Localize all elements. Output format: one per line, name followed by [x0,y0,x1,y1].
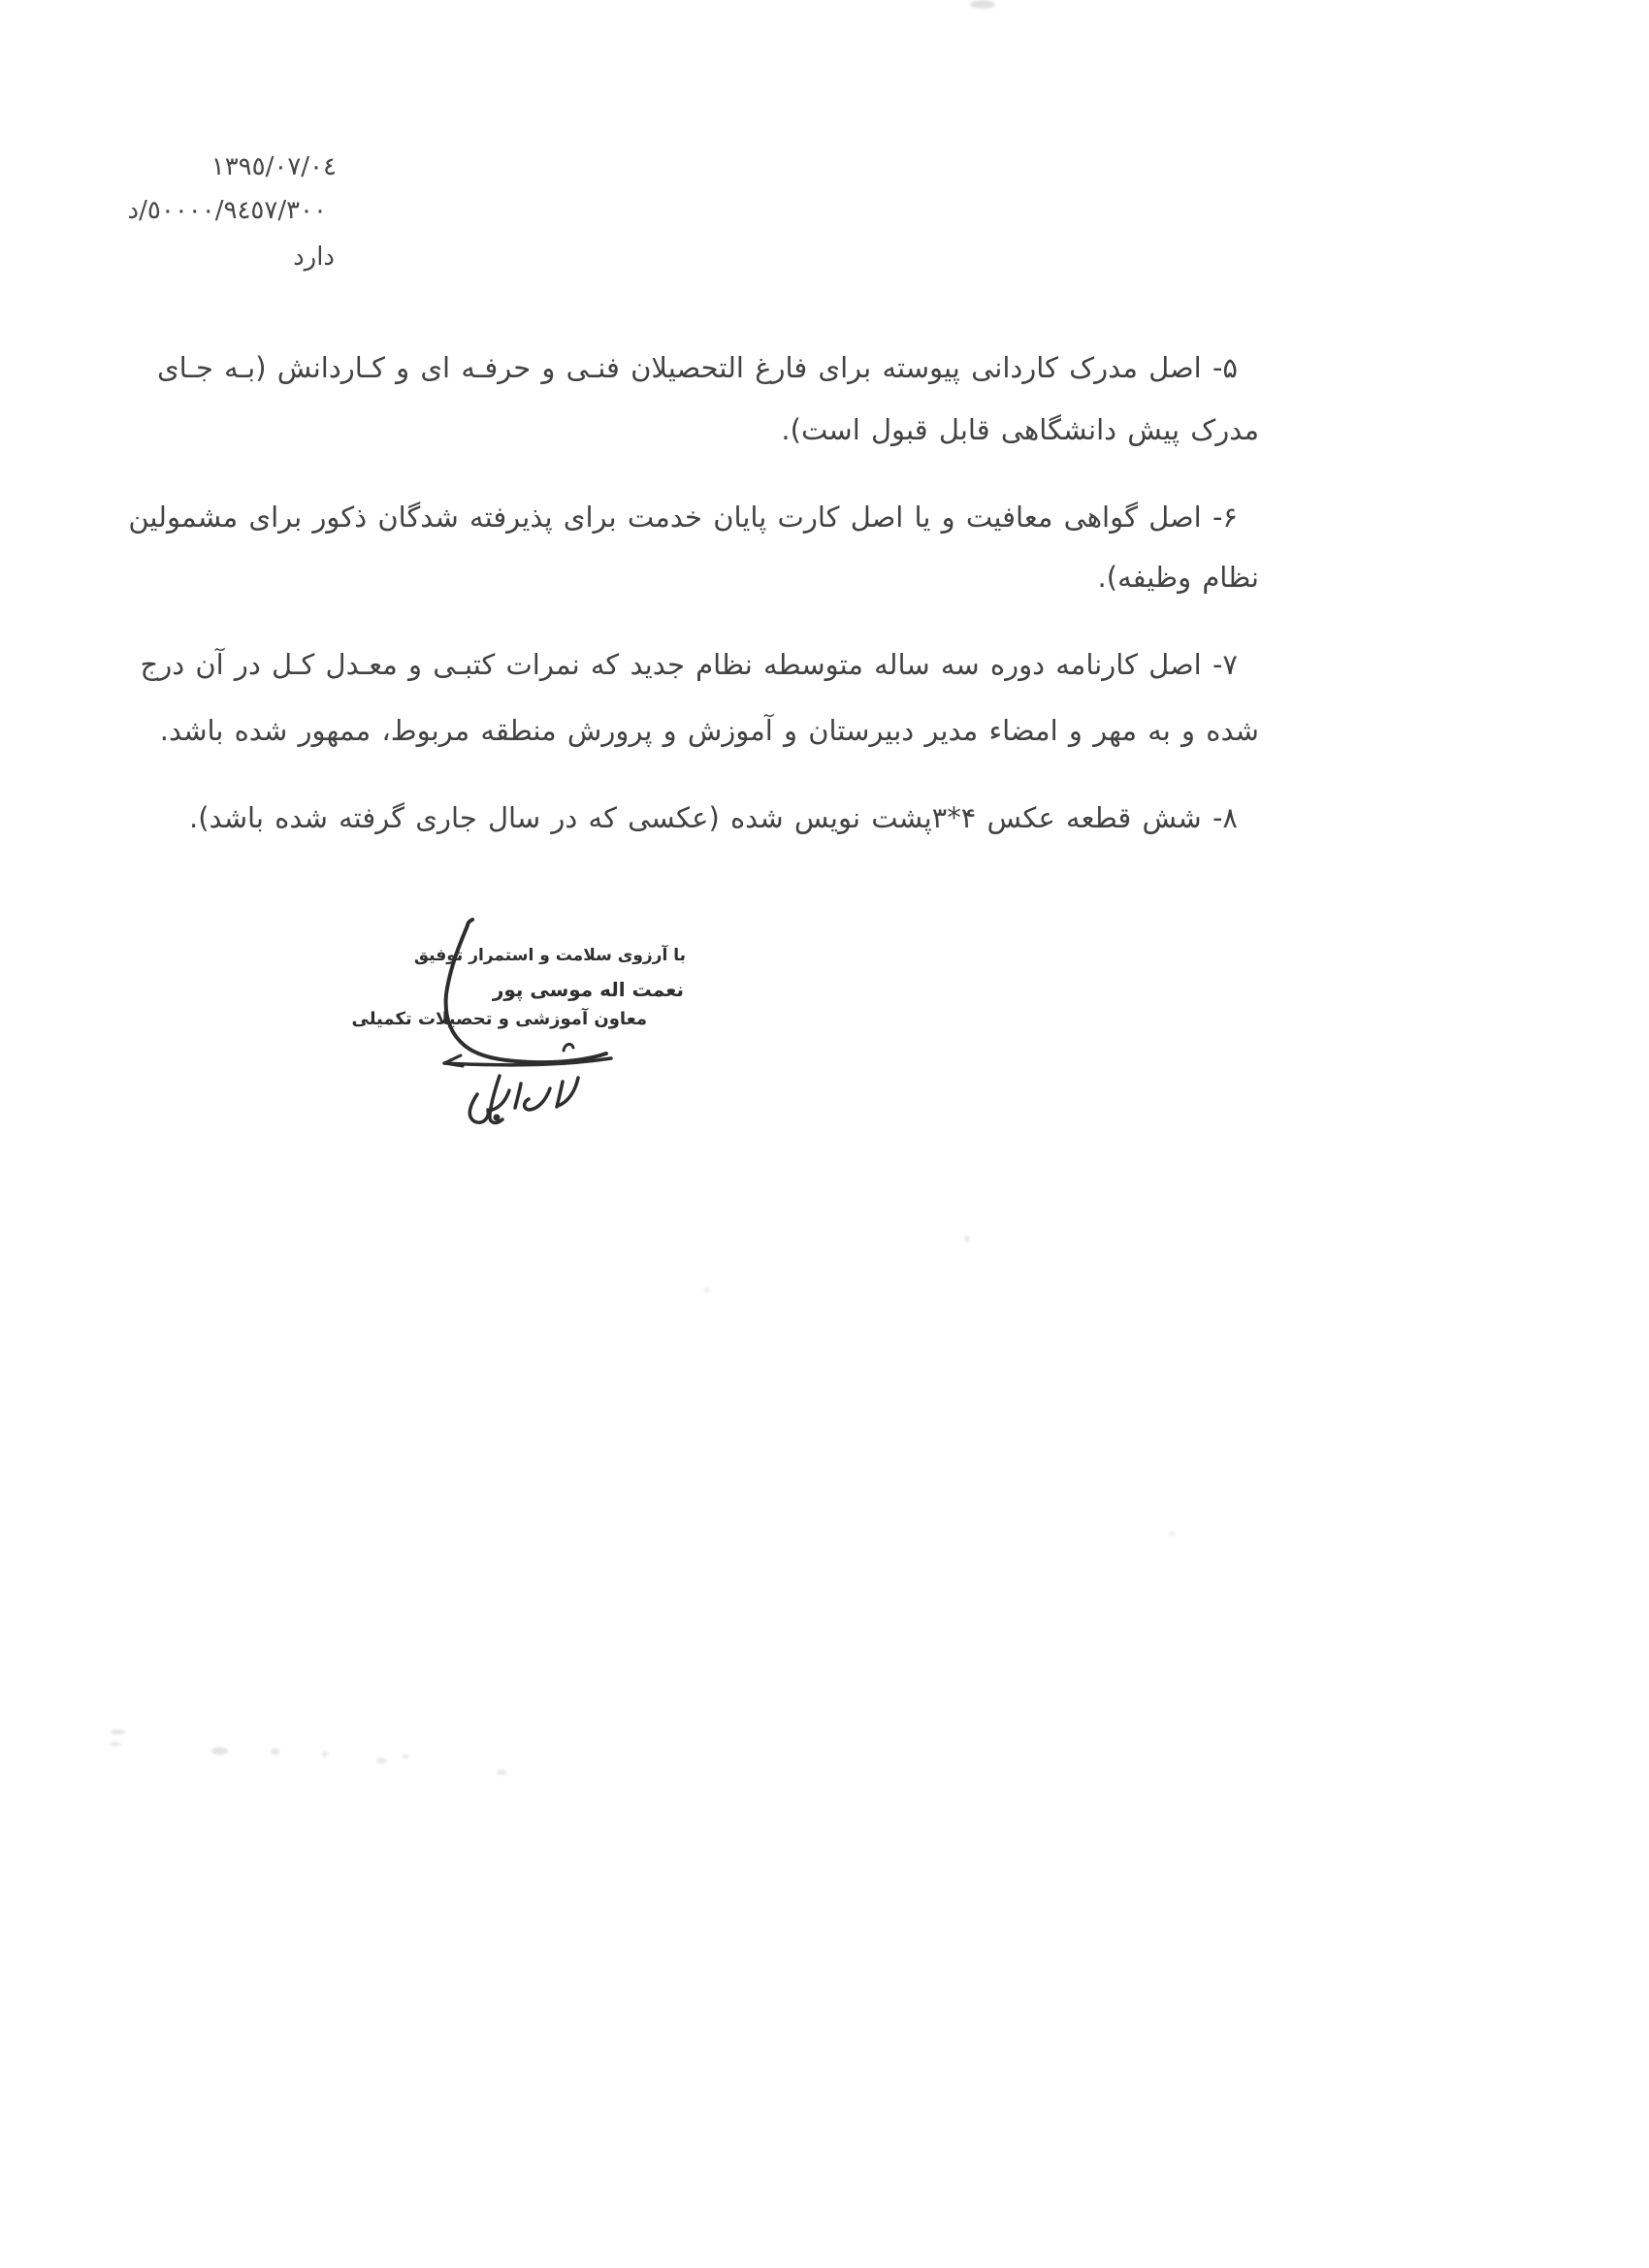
scan-speck [109,1742,121,1746]
item-8-line-1: ۸- شش قطعه عکس ۴*۳پشت نویس شده (عکسی که در سال جاری گرفته شده باشد). [188,801,1238,834]
item-7-line-1: ۷- اصل کارنامه دوره سه ساله متوسطه نظام جدید که نمرات کتبـی و معـدل کـل در آن درج [140,648,1238,681]
item-6-line-1: ۶- اصل گواهی معافیت و یا اصل کارت پایان خدمت برای پذیرفته شدگان ذکور برای مشمولین [128,501,1238,534]
letter-attachment-status: دارد [293,243,335,272]
scan-speck [271,1748,279,1755]
item-7-line-2: شده و به مهر و امضاء مدیر دبیرستان و آموزش و پرورش منطقه مربوط، ممهور شده باشد. [159,714,1259,747]
item-5-line-1: ۵- اصل مدرک کاردانی پیوسته برای فارغ التحصیلان فنـی و حرفـه ای و کـاردانش (بـه جـای [156,351,1238,384]
signature-salutation: با آرزوی سلامت و استمرار توفیق [413,946,686,965]
scan-speck [111,1730,125,1734]
scan-smudge [970,0,995,9]
scan-speck [211,1747,228,1755]
scan-speck [1169,1532,1176,1536]
scan-speck [402,1754,409,1759]
scan-speck [964,1236,970,1242]
letter-reference-number: ٥٠٠٠٠/٩٤٥٧/٣٠٠/د [127,196,327,225]
scan-speck [704,1287,710,1292]
signatory-title: معاون آموزشی و تحصیلات تکمیلی [351,1009,647,1029]
scan-speck [376,1758,387,1764]
signatory-name: نعمت اله موسی پور [492,978,684,1001]
item-5-line-2: مدرک پیش دانشگاهی قابل قبول است). [781,413,1259,446]
scan-speck [497,1769,506,1775]
letter-date: ١٣٩٥/٠٧/٠٤ [210,152,337,181]
item-6-line-2: نظام وظیفه). [1097,561,1259,594]
scan-speck [322,1751,328,1757]
